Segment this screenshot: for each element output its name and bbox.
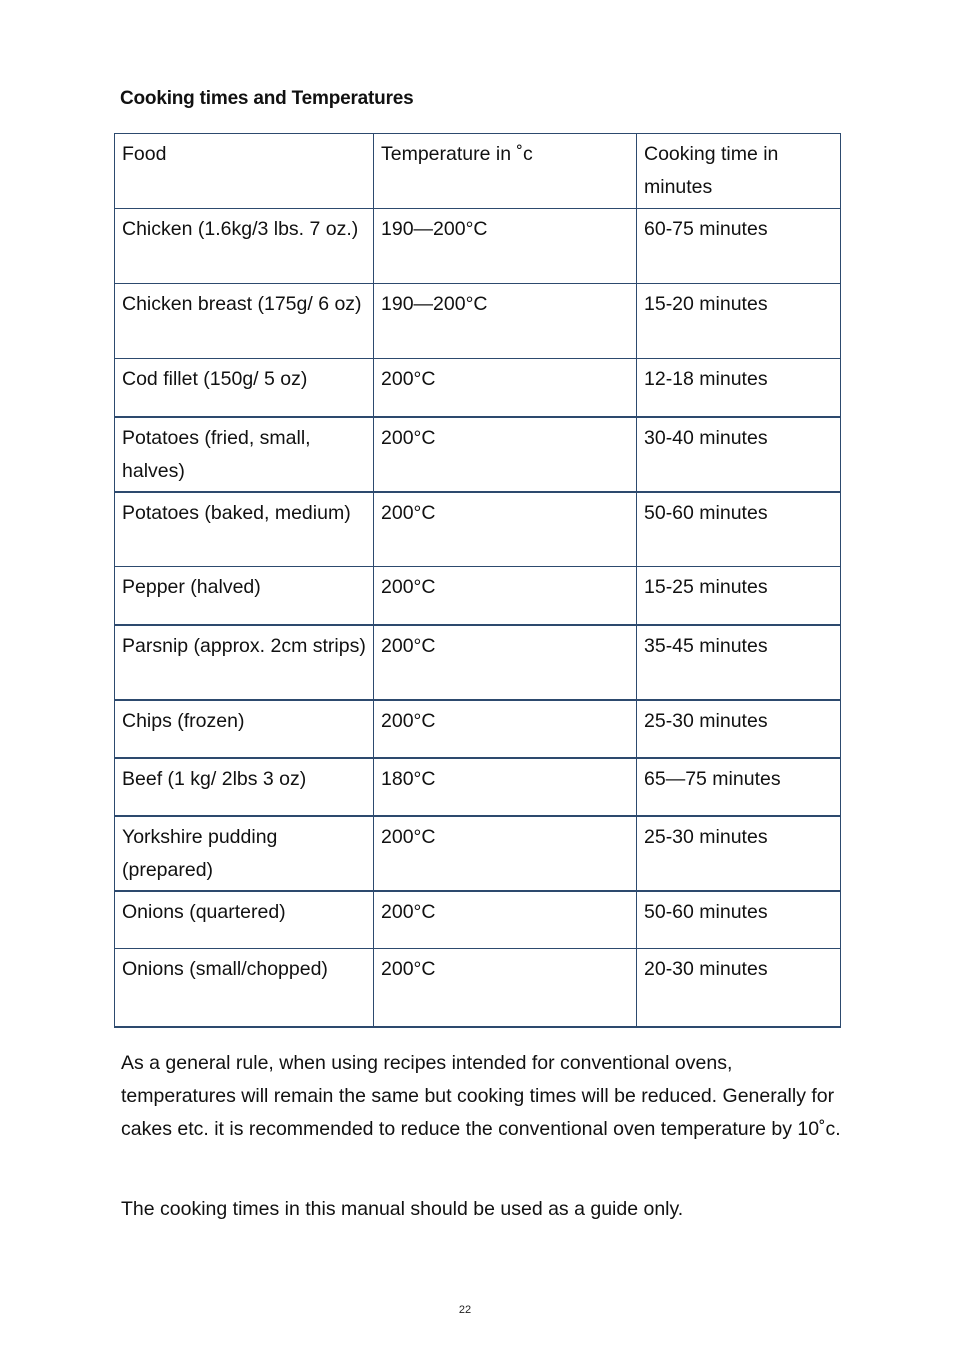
cell-temperature: 200°C bbox=[374, 625, 637, 700]
general-rule-paragraph: As a general rule, when using recipes intended for conventional ovens, temperatures will remain the same but cooking times will be reduced. Generally for cakes etc. it is recommended to reduce the conventional oven temperature by 10˚c. bbox=[121, 1052, 841, 1140]
cell-time: 25-30 minutes bbox=[637, 816, 841, 891]
cell-temperature: 200°C bbox=[374, 891, 637, 949]
cell-time: 50-60 minutes bbox=[637, 492, 841, 567]
header-cooking-time: Cooking time in minutes bbox=[637, 134, 841, 209]
table-row bbox=[115, 700, 841, 758]
cell-temperature: 200°C bbox=[374, 492, 637, 567]
cell-food: Potatoes (fried, small, halves) bbox=[115, 417, 374, 492]
cell-temperature: 200°C bbox=[374, 700, 637, 758]
table-row bbox=[115, 209, 841, 284]
cell-food: Pepper (halved) bbox=[115, 567, 374, 625]
cell-food: Onions (quartered) bbox=[115, 891, 374, 949]
cell-food: Potatoes (baked, medium) bbox=[115, 492, 374, 567]
cell-time: 15-25 minutes bbox=[637, 567, 841, 625]
cooking-table bbox=[114, 133, 841, 1028]
table-row bbox=[115, 492, 841, 567]
cell-time: 50-60 minutes bbox=[637, 891, 841, 949]
cell-time: 35-45 minutes bbox=[637, 625, 841, 700]
cell-food: Chicken breast (175g/ 6 oz) bbox=[115, 284, 374, 359]
table-header-row bbox=[115, 134, 841, 209]
cell-temperature: 200°C bbox=[374, 816, 637, 891]
table-row bbox=[115, 816, 841, 891]
cell-time: 60-75 minutes bbox=[637, 209, 841, 284]
cell-food: Parsnip (approx. 2cm strips) bbox=[115, 625, 374, 700]
cell-food: Chips (frozen) bbox=[115, 700, 374, 758]
header-temperature: Temperature in ˚c bbox=[374, 134, 637, 209]
cell-food: Chicken (1.6kg/3 lbs. 7 oz.) bbox=[115, 209, 374, 284]
cell-temperature: 190—200°C bbox=[374, 209, 637, 284]
cell-time: 65—75 minutes bbox=[637, 758, 841, 816]
table-row bbox=[115, 284, 841, 359]
table-row bbox=[115, 359, 841, 417]
cell-temperature: 200°C bbox=[374, 359, 637, 417]
header-food: Food bbox=[115, 134, 374, 209]
table-row bbox=[115, 758, 841, 816]
cell-temperature: 190—200°C bbox=[374, 284, 637, 359]
cell-time: 20-30 minutes bbox=[637, 949, 841, 1027]
cell-food: Onions (small/chopped) bbox=[115, 949, 374, 1027]
cell-temperature: 200°C bbox=[374, 417, 637, 492]
table-row bbox=[115, 891, 841, 949]
table-row bbox=[115, 417, 841, 492]
guide-note-paragraph: The cooking times in this manual should be used as a guide only. bbox=[121, 1198, 684, 1220]
cell-temperature: 180°C bbox=[374, 758, 637, 816]
table-row bbox=[115, 949, 841, 1027]
cell-temperature: 200°C bbox=[374, 949, 637, 1027]
page-title: Cooking times and Temperatures bbox=[120, 88, 414, 109]
cell-time: 12-18 minutes bbox=[637, 359, 841, 417]
page-number: 22 bbox=[458, 1304, 472, 1316]
cell-food: Beef (1 kg/ 2lbs 3 oz) bbox=[115, 758, 374, 816]
cell-food: Yorkshire pudding (prepared) bbox=[115, 816, 374, 891]
table-row bbox=[115, 567, 841, 625]
cell-food: Cod fillet (150g/ 5 oz) bbox=[115, 359, 374, 417]
cell-temperature: 200°C bbox=[374, 567, 637, 625]
cell-time: 30-40 minutes bbox=[637, 417, 841, 492]
table-row bbox=[115, 625, 841, 700]
cell-time: 15-20 minutes bbox=[637, 284, 841, 359]
cell-time: 25-30 minutes bbox=[637, 700, 841, 758]
